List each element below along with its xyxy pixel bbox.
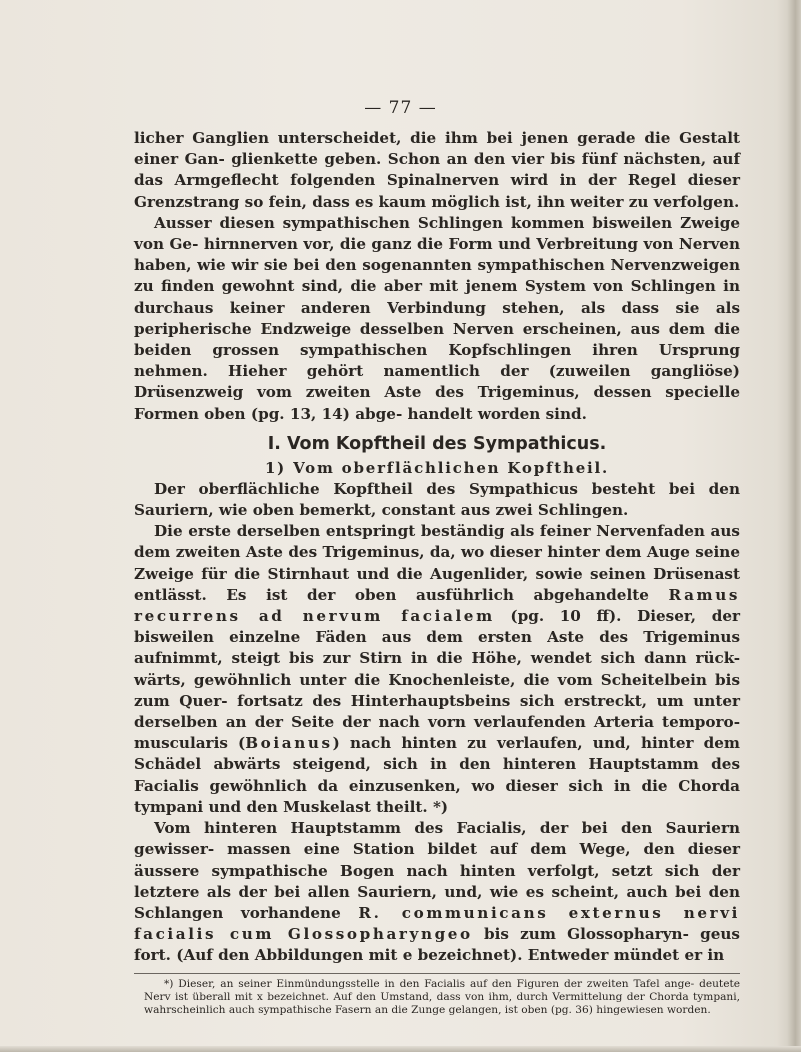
page-number: — 77 —	[364, 98, 437, 118]
paragraph-4-part-a: Die erste derselben entspringt beständig als feiner Nervenfaden aus dem zweiten Aste des Trigeminus, da, wo dieser hinter dem Auge seine Zweige für die Stirnhaut und die Augenlider, sowie seinen Drüsenast entlässt. Es ist der oben ausführlich abgehandelte	[134, 522, 740, 604]
paragraph-4-part-c: ) nach hinten zu verlaufen, und, hinter dem Schädel abwärts steigend, sich in den hinteren Hauptstamm des Facialis gewöhnlich da einzusenken, wo dieser sich in die Chorda tympani und den Muskelast theilt. *)	[134, 734, 741, 816]
spaced-term-r-communicans: R. communicans externus nervi facialis cum Glossopharyngeo	[134, 903, 740, 944]
spaced-term-boianus: Boianus	[245, 734, 333, 753]
page-edge-right	[787, 0, 801, 1052]
paragraph-1: licher Ganglien unterscheidet, die ihm bei jenen gerade die Gestalt einer Gan- glienkette geben. Schon an den vier bis fünf nächsten, auf das Armgeflecht folgenden Spinalnerven wird in der Regel dieser Grenzstrang so fein, dass es kaum möglich ist, ihn weiter zu verfolgen.	[134, 129, 740, 211]
spaced-term-ramus-recurrens: Ramus recurrens ad nervum facialem	[134, 585, 741, 626]
paragraph-5-part-a: Vom hinteren Hauptstamm des Facialis, der bei den Sauriern gewisser- massen eine Station bildet auf dem Wege, den dieser äussere sympathische Bogen nach hinten verfolgt, setzt sich der letztere als der bei allen Sauriern, und, wie es scheint, auch bei den Schlangen vorhandene	[134, 819, 740, 922]
body-text	[134, 128, 740, 1017]
paragraph-4-part-b: (pg. 10 ff). Dieser, der bisweilen einzelne Fäden aus dem ersten Aste des Trigeminus aufnimmt, steigt bis zur Stirn in die Höhe, wendet sich dann rück- wärts, gewöhnlich unter die Knochenleiste, die vom Scheitelbein bis zum Quer- fortsatz des Hinterhauptsbeins sich erstreckt, um unter derselben an der Seite der nach vorn verlaufenden Arteria temporo-muscularis (	[134, 607, 740, 753]
subsection-heading: 1) Vom oberflächlichen Kopftheil.	[264, 458, 610, 477]
footnote-separator	[134, 973, 740, 974]
paragraph-4	[134, 521, 740, 818]
paragraph-2: Ausser diesen sympathischen Schlingen kommen bisweilen Zweige von Ge- hirnnerven vor, die ganz die Form und Verbreitung von Nerven haben, wie wir sie bei den sogenannten sympathischen Nervenzweigen zu finden gewohnt sind, die aber mit jenem System von Schlingen in durchaus keiner anderen Verbindung stehen, als dass sie als peripherische Endzweige desselben Nerven erscheinen, aus dem die beiden grossen sympathischen Kopfschlingen ihren Ursprung nehmen. Hieher gehört namentlich der (zuweilen gangliöse) Drüsenzweig vom zweiten Aste des Trigeminus, dessen specielle Formen oben (pg. 13, 14) abge- handelt worden sind.	[134, 213, 740, 423]
paragraph-3: Der oberflächliche Kopftheil des Sympathicus besteht bei den Sauriern, wie oben bemerkt, constant aus zwei Schlingen.	[134, 479, 740, 520]
paragraph-5-part-b: bis zum Glossopharyn- geus fort. (Auf den Abbildungen mit e bezeichnet). Entweder mündet er in	[134, 925, 740, 965]
section-heading: I. Vom Kopftheil des Sympathicus.	[267, 433, 607, 454]
page-edge-bottom	[0, 1046, 801, 1052]
footnote: *) Dieser, an seiner Einmündungsstelle in den Facialis auf den Figuren der zweiten Tafel ange- deutete Nerv ist überall mit x bezeichnet. Auf den Umstand, dass von ihm, durch Vermittelung der Chorda tympani, wahrscheinlich auch sympathische Fasern an die Zunge gelangen, ist oben (pg. 36) hingewiesen worden.	[144, 977, 740, 1016]
paragraph-5	[134, 818, 740, 966]
